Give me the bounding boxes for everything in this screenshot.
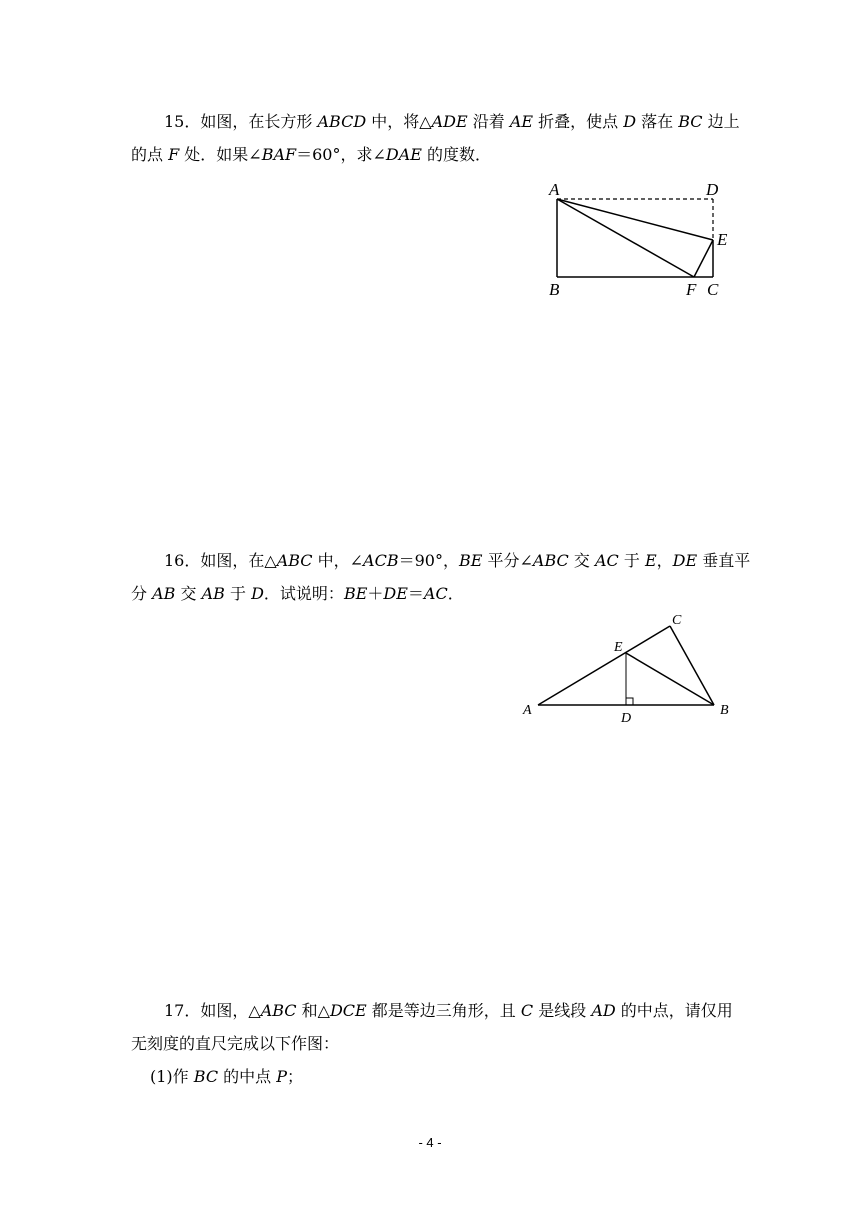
- math-variable: ABC: [276, 551, 313, 570]
- math-variable: AC: [423, 584, 448, 603]
- math-variable: ABCD: [317, 112, 367, 131]
- text-run: (1)作: [150, 1067, 194, 1086]
- segment-ac: [538, 626, 670, 705]
- math-variable: C: [520, 1001, 534, 1020]
- text-run: 的中点: [218, 1067, 277, 1086]
- problem-17-line-2: [131, 1034, 339, 1054]
- text-run: 于: [224, 584, 252, 603]
- math-variable: AB: [201, 584, 225, 603]
- text-run: 分: [131, 584, 153, 603]
- math-variable: D: [623, 112, 637, 131]
- problem-17-subquestion-1: [150, 1067, 303, 1087]
- problem-number: 16．: [164, 551, 201, 570]
- math-variable: ADE: [431, 112, 468, 131]
- problem-text: [150, 1067, 303, 1086]
- label-b: B: [549, 280, 560, 299]
- text-run: ，: [656, 551, 673, 570]
- problem-number: 17．: [164, 1001, 201, 1020]
- math-variable: D: [251, 584, 264, 603]
- text-run: 的点: [131, 145, 169, 164]
- segment-cb: [670, 626, 714, 705]
- text-run: ＝: [407, 584, 424, 603]
- label-c: C: [707, 280, 719, 299]
- text-run: 的度数．: [421, 145, 492, 164]
- text-run: 处．如果∠: [179, 145, 262, 164]
- label-a: A: [523, 703, 532, 718]
- text-run: 交: [175, 584, 202, 603]
- math-variable: AD: [591, 1001, 616, 1020]
- label-c: C: [672, 613, 682, 628]
- problem-text: [131, 1034, 339, 1053]
- text-run: 中，∠: [312, 551, 364, 570]
- text-run: 落在: [636, 112, 679, 131]
- text-run: 如图，△: [200, 1001, 261, 1020]
- text-run: 无刻度的直尺完成以下作图：: [131, 1034, 340, 1053]
- text-run: 边上: [702, 112, 740, 131]
- math-variable: AC: [594, 551, 619, 570]
- math-variable: DAE: [385, 145, 422, 164]
- label-e: E: [717, 230, 728, 249]
- text-run: 的中点，请仅用: [615, 1001, 733, 1020]
- text-run: 于: [618, 551, 645, 570]
- text-run: ；: [287, 1067, 304, 1086]
- label-e: E: [614, 640, 623, 655]
- math-variable: ACB: [363, 551, 399, 570]
- segment-eb: [626, 653, 714, 705]
- text-run: 垂直平: [697, 551, 751, 570]
- math-variable: DCE: [329, 1001, 367, 1020]
- math-variable: BE: [458, 551, 483, 570]
- text-run: 交: [568, 551, 595, 570]
- text-run: 是线段: [533, 1001, 592, 1020]
- label-f: F: [686, 280, 697, 299]
- problem-17-line-1: [164, 1001, 733, 1021]
- problem-number: 15．: [164, 112, 201, 131]
- math-variable: AE: [509, 112, 534, 131]
- math-variable: DE: [383, 584, 408, 603]
- text-run: 如图，在长方形: [200, 112, 318, 131]
- text-run: ＋: [367, 584, 384, 603]
- math-variable: P: [276, 1067, 288, 1086]
- math-variable: BE: [343, 584, 368, 603]
- page-number: - 4 -: [418, 1135, 442, 1150]
- label-d: D: [621, 711, 632, 726]
- text-run: 沿着: [467, 112, 510, 131]
- math-variable: ABC: [260, 1001, 297, 1020]
- text-run: 如图，在△: [200, 551, 277, 570]
- label-b: B: [720, 703, 729, 718]
- math-variable: E: [644, 551, 657, 570]
- text-run: ＝60°，求∠: [296, 145, 386, 164]
- text-run: ．: [447, 584, 464, 603]
- text-run: ．试说明：: [263, 584, 344, 603]
- label-a: A: [549, 180, 560, 199]
- text-run: ＝90°，: [398, 551, 459, 570]
- problem-text: [200, 1001, 732, 1020]
- text-run: 都是等边三角形，且: [366, 1001, 521, 1020]
- right-angle-mark: [626, 698, 633, 705]
- math-variable: BC: [193, 1067, 219, 1086]
- label-d: D: [706, 180, 719, 199]
- text-run: 折叠，使点: [533, 112, 624, 131]
- text-run: 和△: [296, 1001, 330, 1020]
- math-variable: DE: [672, 551, 698, 570]
- math-variable: AB: [152, 584, 176, 603]
- math-variable: BC: [678, 112, 703, 131]
- math-variable: BAF: [261, 145, 297, 164]
- math-variable: ABC: [532, 551, 569, 570]
- text-run: 平分∠: [482, 551, 533, 570]
- math-variable: F: [168, 145, 180, 164]
- text-run: 中，将△: [366, 112, 432, 131]
